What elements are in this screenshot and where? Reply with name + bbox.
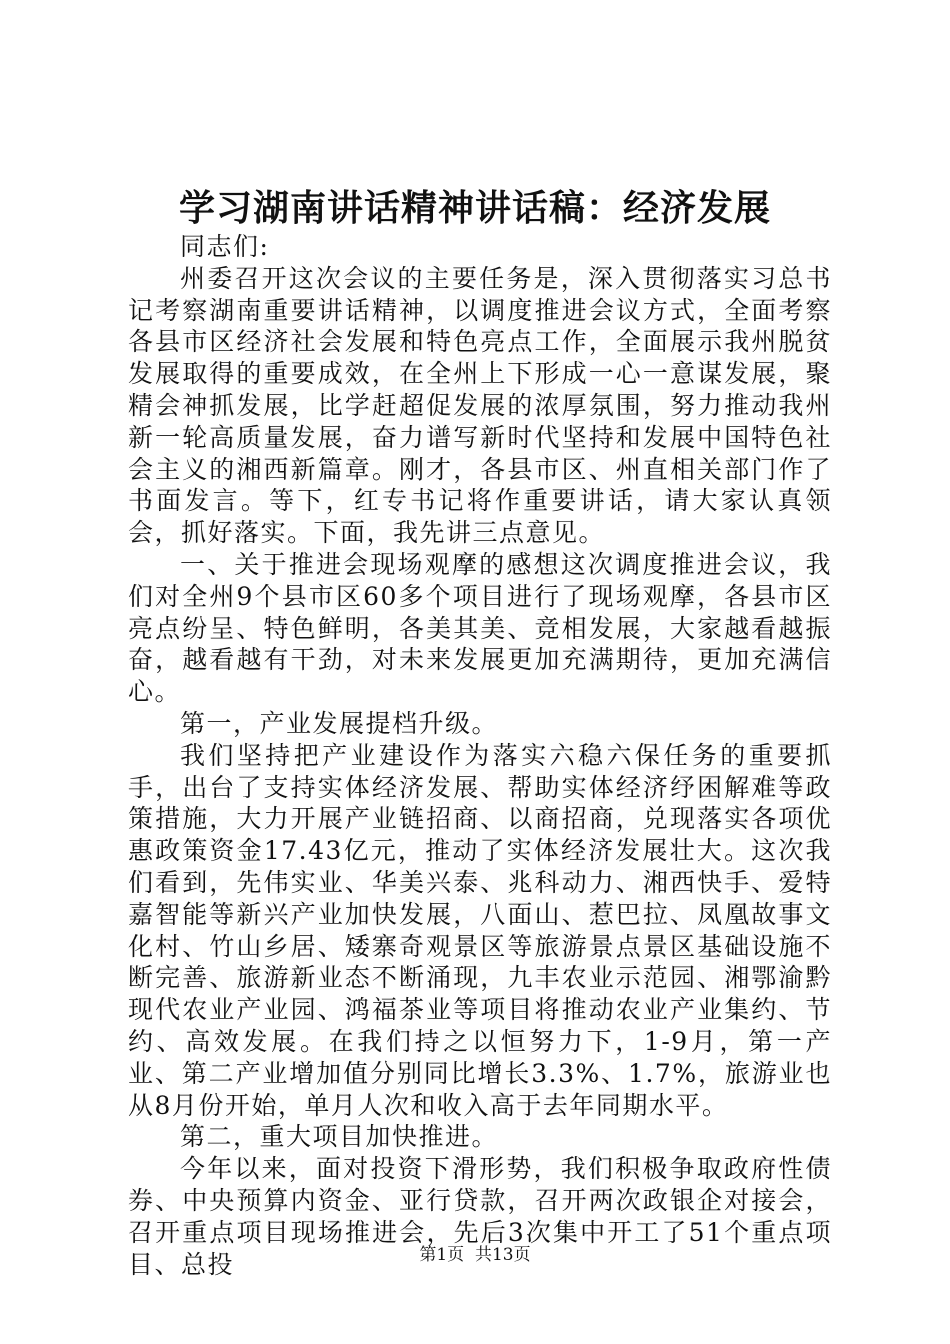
section-heading: 第二，重大项目加快推进。 [180,1122,499,1152]
body-paragraph: 我们坚持把产业建设作为落实六稳六保任务的重要抓手，出台了支持实体经济发展、帮助实体经济纾困解难等政策措施，大力开展产业链招商、以商招商，兑现落实各项优惠政策资金17.43亿元，推动了实体经济发展壮大。这次我们看到，先伟实业、华美兴泰、兆科动力、湘西快手、爱特嘉智能等新兴产业加快发展，八面山、惹巴拉、凤凰故事文化村、竹山乡居、矮寨奇观景区等旅游景点景区基础设施不断完善、旅游新业态不断涌现，九丰农业示范园、湘鄂渝黔现代农业产业园、鸿福茶业等项目将推动农业产业集约、节约、高效发展。在我们持之以恒努力下，1-9月，第一产业、第二产业增加值分别同比增长3.3%、1.7%，旅游业也从8月份开始，单月人次和收入高于去年同期水平。 [128,740,832,1120]
body-paragraph: 一、关于推进会现场观摩的感想这次调度推进会议，我们对全州9个县市区60多个项目进行了现场观摩，各县市区亮点纷呈、特色鲜明，各美其美、竞相发展，大家越看越振奋，越看越有干劲，对未来发展更加充满期待，更加充满信心。 [128,549,832,707]
document-body [128,231,832,1280]
document-title: 学习湖南讲话精神讲话稿：经济发展 [178,187,771,229]
section-heading: 第一，产业发展提档升级。 [180,708,499,738]
body-paragraph: 今年以来，面对投资下滑形势，我们积极争取政府性债券、中央预算内资金、亚行贷款，召开两次政银企对接会，召开重点项目现场推进会，先后3次集中开工了51个重点项目、总投 [128,1154,832,1279]
body-paragraph: 州委召开这次会议的主要任务是，深入贯彻落实习总书记考察湖南重要讲话精神，以调度推进会议方式，全面考察各县市区经济社会发展和特色亮点工作，全面展示我州脱贫发展取得的重要成效，在全州上下形成一心一意谋发展，聚精会神抓发展，比学赶超促发展的浓厚氛围，努力推动我州新一轮高质量发展，奋力谱写新时代坚持和发展中国特色社会主义的湘西新篇章。刚才，各县市区、州直相关部门作了书面发言。等下，红专书记将作重要讲话，请大家认真领会，抓好落实。下面，我先讲三点意见。 [128,263,832,548]
page-footer: 第1页 共13页 [419,1245,531,1265]
salutation-paragraph: 同志们: [180,232,270,261]
